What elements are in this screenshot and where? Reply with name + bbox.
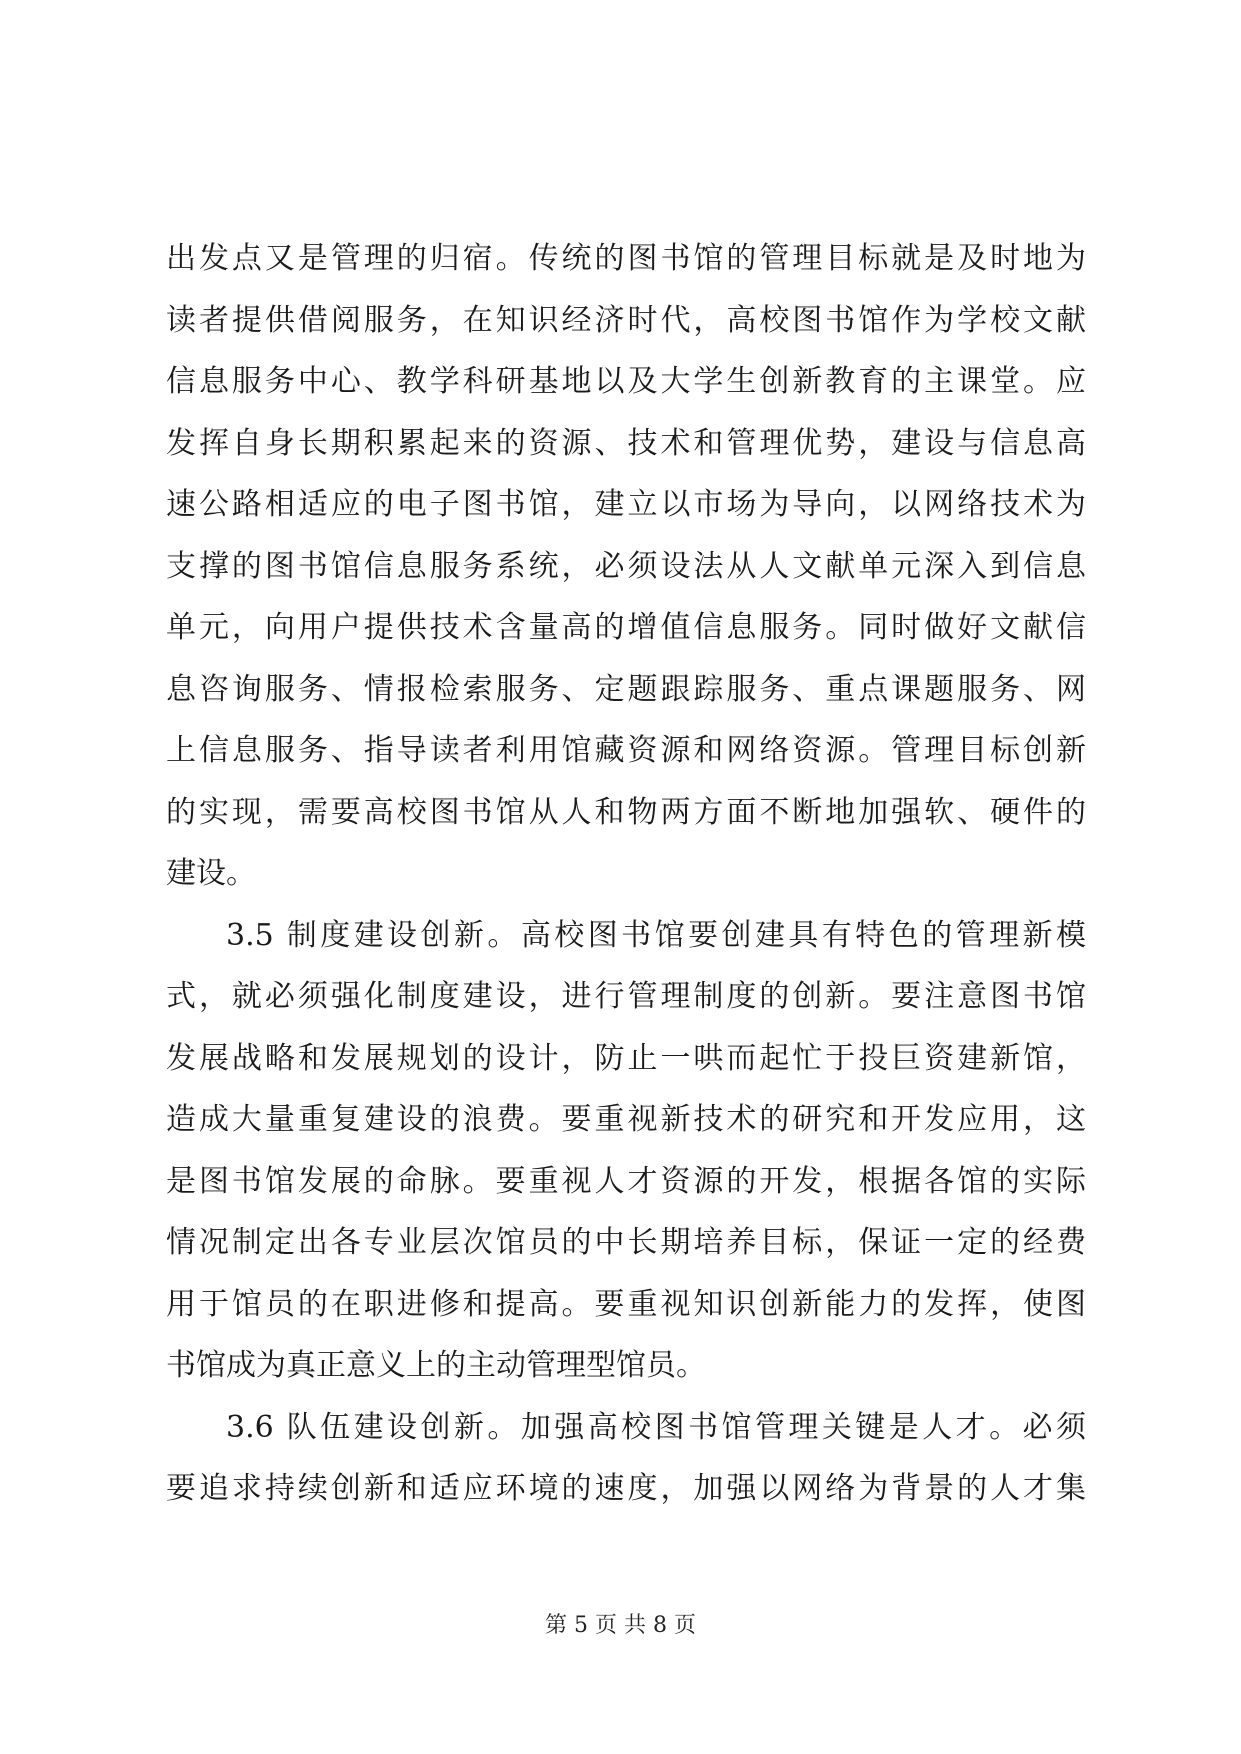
- text-line: 的实现，需要高校图书馆从人和物两方面不断地加强软、硬件的: [166, 794, 1086, 830]
- text-line: 式，就必须强化制度建设，进行管理制度的创新。要注意图书馆: [166, 979, 1086, 1014]
- text-line: 是图书馆发展的命脉。要重视人才资源的开发，根据各馆的实际: [166, 1163, 1086, 1199]
- body-text: [166, 228, 1086, 1520]
- text-line: 建设。: [166, 856, 256, 891]
- text-line: 用于馆员的在职进修和提高。要重视知识创新能力的发挥，使图: [166, 1286, 1086, 1322]
- text-line: 息咨询服务、情报检索服务、定题跟踪服务、重点课题服务、网: [166, 671, 1086, 707]
- page-number-footer: 第 5 页 共 8 页: [545, 1613, 696, 1638]
- text-line: 发展战略和发展规划的设计，防止一哄而起忙于投巨资建新馆，: [166, 1040, 1086, 1076]
- text-line: 读者提供借阅服务，在知识经济时代，高校图书馆作为学校文献: [166, 302, 1086, 338]
- text-line: 情况制定出各专业层次馆员的中长期培养目标，保证一定的经费: [166, 1225, 1086, 1260]
- section-heading-line: 3.5 制度建设创新。高校图书馆要创建具有特色的管理新模: [226, 917, 1086, 953]
- text-line: 上信息服务、指导读者利用馆藏资源和网络资源。管理目标创新: [166, 733, 1086, 768]
- text-line: 速公路相适应的电子图书馆，建立以市场为导向，以网络技术为: [166, 487, 1086, 522]
- text-line: 信息服务中心、教学科研基地以及大学生创新教育的主课堂。应: [166, 364, 1086, 399]
- text-line: 造成大量重复建设的浪费。要重视新技术的研究和开发应用，这: [166, 1102, 1086, 1137]
- text-line: 书馆成为真正意义上的主动管理型馆员。: [166, 1348, 706, 1383]
- text-line: 支撑的图书馆信息服务系统，必须设法从人文献单元深入到信息: [166, 548, 1086, 584]
- text-line: 要追求持续创新和适应环境的速度，加强以网络为背景的人才集: [166, 1471, 1086, 1506]
- text-line: 发挥自身长期积累起来的资源、技术和管理优势，建设与信息高: [166, 425, 1086, 461]
- text-line: 出发点又是管理的归宿。传统的图书馆的管理目标就是及时地为: [166, 241, 1086, 276]
- section-heading-line: 3.6 队伍建设创新。加强高校图书馆管理关键是人才。必须: [226, 1409, 1086, 1445]
- text-line: 单元，向用户提供技术含量高的增值信息服务。同时做好文献信: [166, 610, 1086, 645]
